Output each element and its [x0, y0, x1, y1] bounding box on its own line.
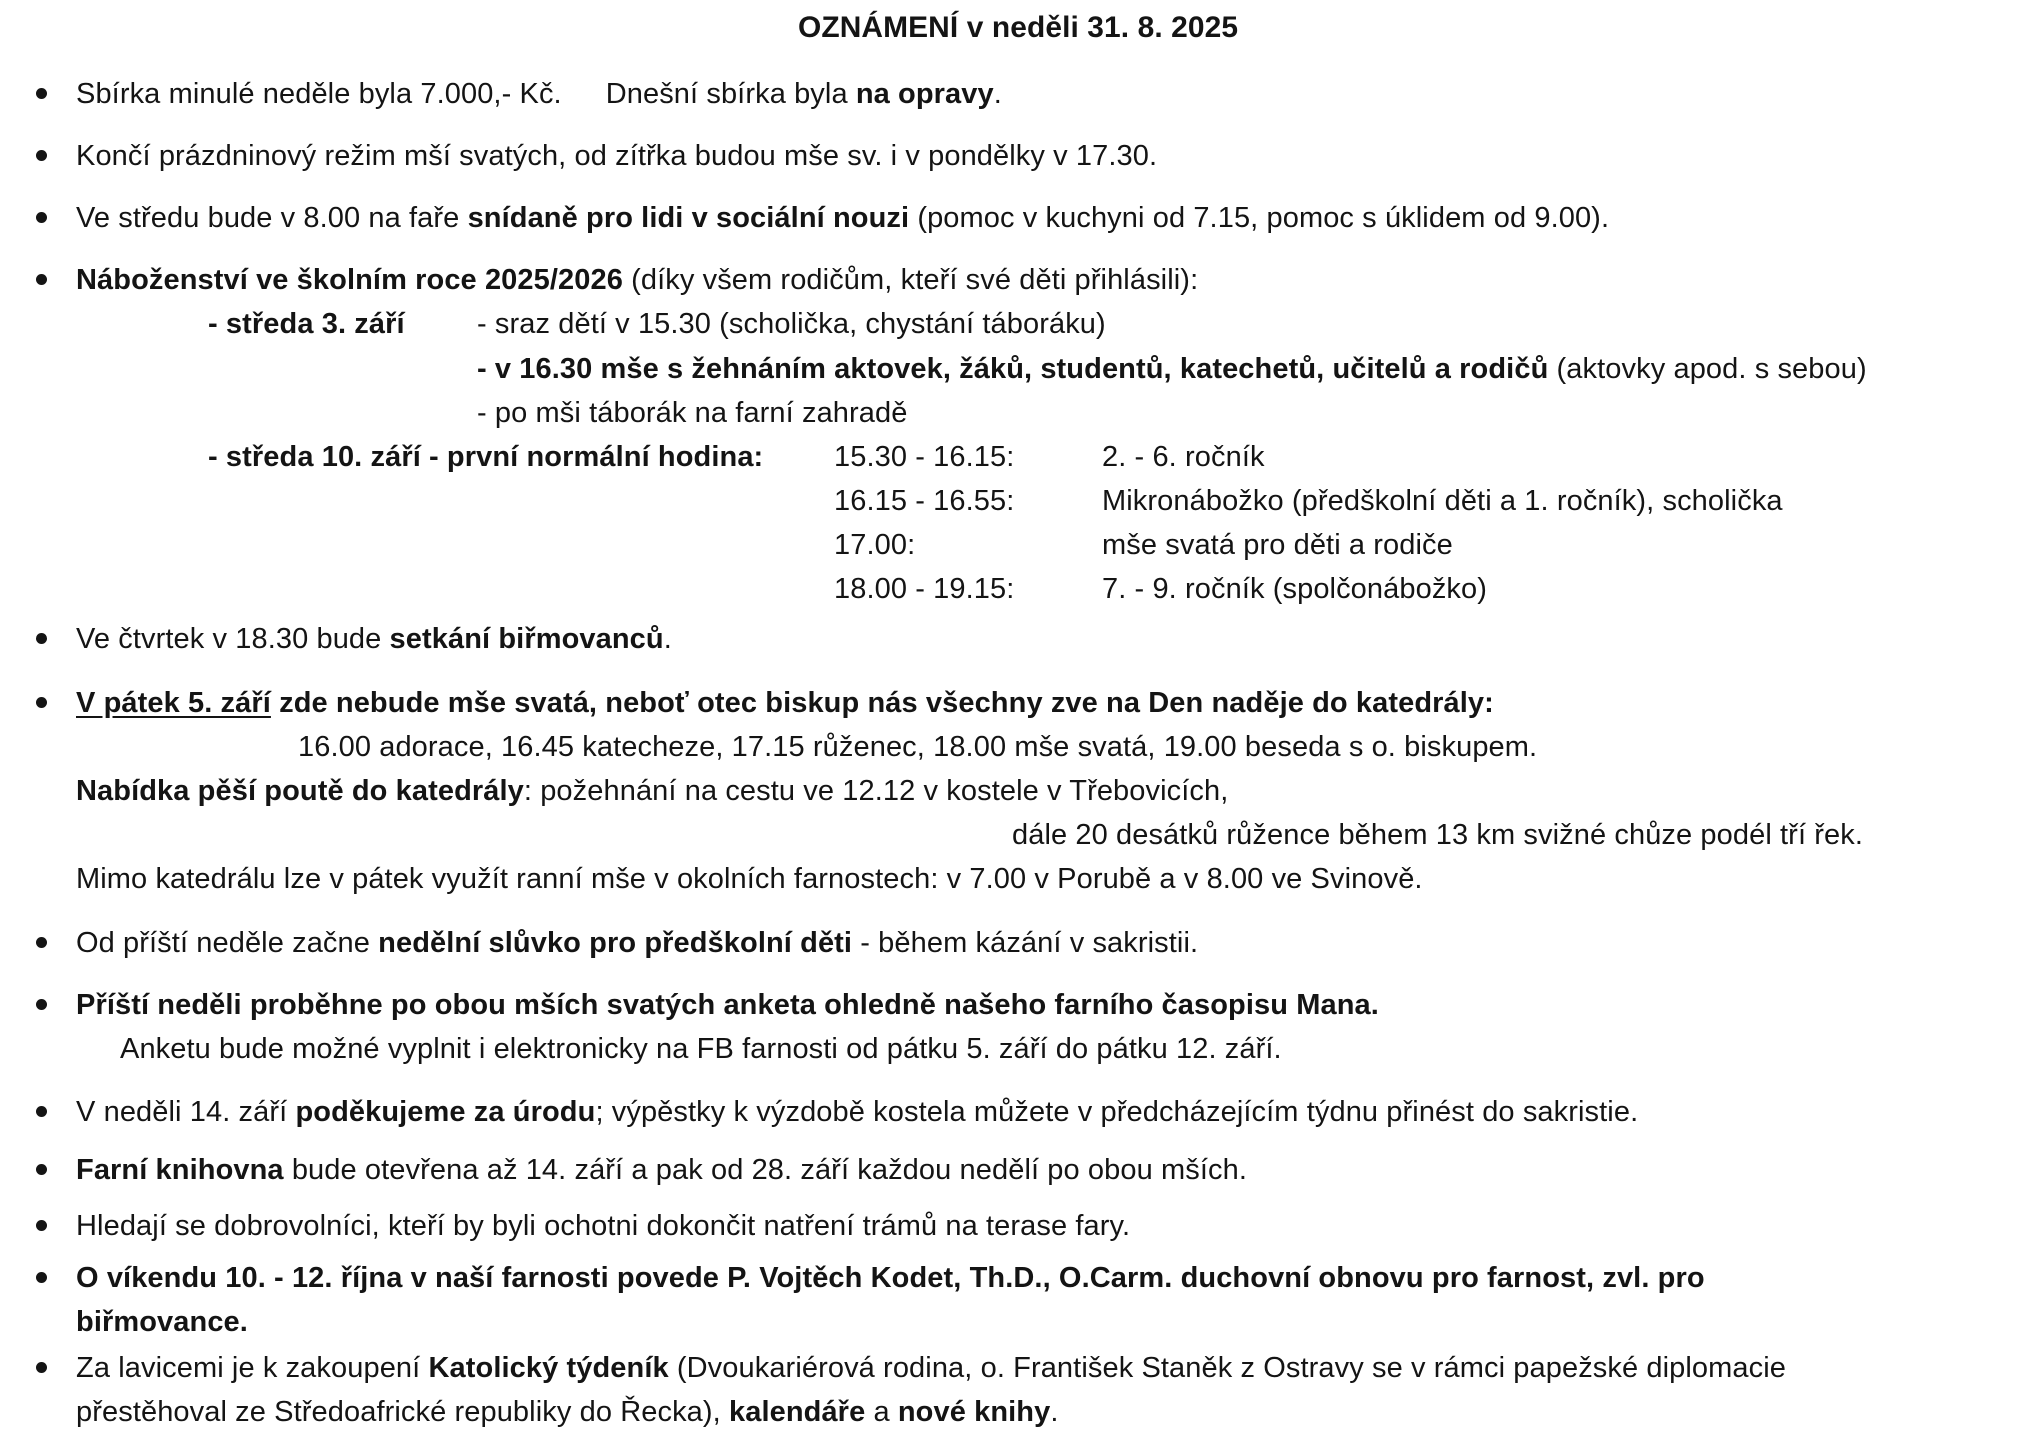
- religion-day1-line2: - v 16.30 mše s žehnáním aktovek, žáků, studentů, katechetů, učitelů a rodičů (aktovky apod. s sebou): [477, 353, 1867, 385]
- bullet: [36, 1362, 47, 1373]
- bullet: [36, 274, 47, 285]
- bullet: [36, 999, 47, 1010]
- bullet: [36, 150, 47, 161]
- bullet: [36, 1220, 47, 1231]
- bullet: [36, 937, 47, 948]
- religion-day2-label: - středa 10. září - první normální hodina:: [208, 441, 764, 473]
- schedule-time: 18.00 - 19.15:: [834, 573, 1015, 605]
- catholic-weekly-continuation: přestěhoval ze Středoafrické republiky do Řecka), kalendáře a nové knihy.: [76, 1396, 1059, 1428]
- schedule-time: 15.30 - 16.15:: [834, 441, 1015, 473]
- item-breakfast: Ve středu bude v 8.00 na faře snídaně pro lidi v sociální nouzi (pomoc v kuchyni od 7.15, pomoc s úklidem od 9.00).: [76, 202, 1610, 234]
- schedule-desc: mše svatá pro děti a rodiče: [1102, 529, 1453, 561]
- bullet: [36, 1106, 47, 1117]
- schedule-time: 17.00:: [834, 529, 916, 561]
- bullet: [36, 1164, 47, 1175]
- pilgrimage-offer: Nabídka pěší poutě do katedrály: požehnání na cestu ve 12.12 v kostele v Třebovicích,: [76, 775, 1229, 807]
- retreat-continuation: biřmovance.: [76, 1306, 248, 1338]
- bullet: [36, 212, 47, 223]
- bullet: [36, 88, 47, 99]
- item-collection: Sbírka minulé neděle byla 7.000,- Kč. Dnešní sbírka byla na opravy.: [76, 78, 1002, 110]
- schedule-time: 16.15 - 16.55:: [834, 485, 1015, 517]
- item-survey: Příští neděli proběhne po obou mších svatých anketa ohledně našeho farního časopisu Mana.: [76, 989, 1379, 1021]
- schedule-desc: 2. - 6. ročník: [1102, 441, 1265, 473]
- page-title: OZNÁMENÍ v neděli 31. 8. 2025: [797, 11, 1239, 44]
- bullet: [36, 633, 47, 644]
- item-day-of-hope: V pátek 5. září zde nebude mše svatá, neboť otec biskup nás všechny zve na Den naděje do katedrály:: [76, 687, 1494, 719]
- item-mass-schedule: Končí prázdninový režim mší svatých, od zítřka budou mše sv. i v pondělky v 17.30.: [76, 140, 1158, 172]
- item-catholic-weekly: Za lavicemi je k zakoupení Katolický týdeník (Dvoukariérová rodina, o. František Staněk z Ostravy se v rámci papežské diplomacie: [76, 1352, 1787, 1384]
- schedule-desc: Mikronábožko (předškolní děti a 1. ročník), scholička: [1102, 485, 1783, 517]
- bullet: [36, 697, 47, 708]
- pilgrimage-rosary: dále 20 desátků růžence během 13 km svižné chůze podél tří řek.: [1012, 819, 1863, 851]
- item-retreat: O víkendu 10. - 12. října v naší farnosti povede P. Vojtěch Kodet, Th.D., O.Carm. duchovní obnovu pro farnost, zvl. pro: [76, 1262, 1705, 1294]
- religion-day1-label: - středa 3. září: [208, 308, 405, 340]
- item-childrens-word: Od příští neděle začne nedělní slůvko pro předškolní děti - během kázání v sakristii.: [76, 927, 1199, 959]
- survey-online: Anketu bude možné vyplnit i elektronicky na FB farnosti od pátku 5. září do pátku 12. září.: [120, 1033, 1282, 1065]
- item-confirmation-meeting: Ve čtvrtek v 18.30 bude setkání biřmovanců.: [76, 623, 672, 655]
- morning-masses: Mimo katedrálu lze v pátek využít ranní mše v okolních farnostech: v 7.00 v Porubě a v 8.00 ve Svinově.: [76, 863, 1423, 895]
- bullet: [36, 1272, 47, 1283]
- religion-day1-line1: - sraz dětí v 15.30 (scholička, chystání táboráku): [477, 308, 1106, 340]
- item-harvest-thanks: V neděli 14. září poděkujeme za úrodu; výpěstky k výzdobě kostela můžete v předcházejícím týdnu přinést do sakristie.: [76, 1096, 1639, 1128]
- item-religion-heading: Náboženství ve školním roce 2025/2026 (díky všem rodičům, kteří své děti přihlásili):: [76, 264, 1199, 296]
- item-library: Farní knihovna bude otevřena až 14. září a pak od 28. září každou nedělí po obou mších.: [76, 1154, 1247, 1186]
- day-of-hope-program: 16.00 adorace, 16.45 katecheze, 17.15 růženec, 18.00 mše svatá, 19.00 beseda s o. biskupem.: [298, 731, 1538, 763]
- religion-day1-line3: - po mši táborák na farní zahradě: [477, 397, 908, 429]
- schedule-desc: 7. - 9. ročník (spolčonábožko): [1102, 573, 1488, 605]
- item-volunteers: Hledají se dobrovolníci, kteří by byli ochotni dokončit natření trámů na terase fary.: [76, 1210, 1131, 1242]
